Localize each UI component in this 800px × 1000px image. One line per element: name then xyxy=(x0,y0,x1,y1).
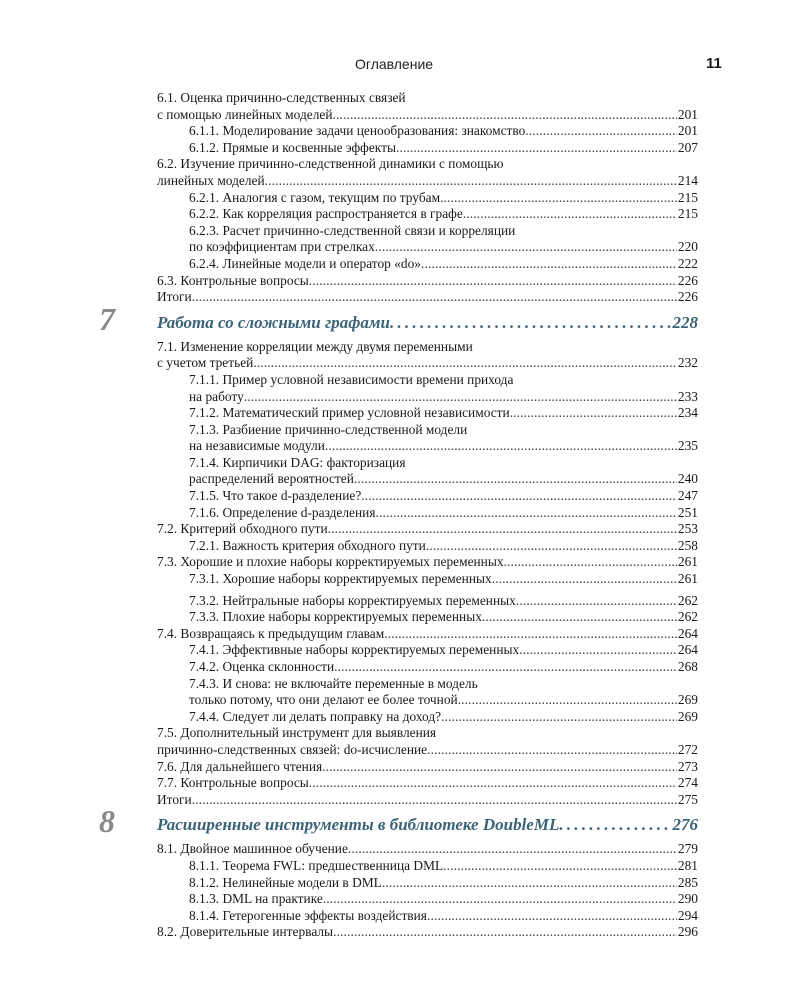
toc-section[interactable] xyxy=(157,273,698,290)
toc-subsection[interactable] xyxy=(157,659,698,676)
dot-leader xyxy=(559,815,671,835)
toc-page-number: 226 xyxy=(677,272,698,288)
toc-entry-title: 7.3.2. Нейтральные наборы корректируемых переменных xyxy=(189,592,516,608)
toc-subsection[interactable] xyxy=(157,223,698,256)
toc-subsection[interactable] xyxy=(157,422,698,455)
dot-leader xyxy=(361,488,677,505)
toc-entry-title: 7.1.3. Разбиение причинно-следственной модели xyxy=(189,421,468,437)
toc-entry-title: с помощью линейных моделей xyxy=(157,106,333,122)
dot-leader xyxy=(354,471,677,488)
chapter-number: 7 xyxy=(99,300,115,337)
toc-entry-title: 6.2.3. Расчет причинно-следственной связи и корреляции xyxy=(189,222,516,238)
toc-page-number: 235 xyxy=(677,438,698,454)
toc-page-number: 261 xyxy=(677,554,698,570)
toc-entry-title: 8.2. Доверительные интервалы xyxy=(157,924,334,940)
dot-leader xyxy=(244,389,677,406)
toc-entry-title: Итоги xyxy=(157,791,192,807)
toc-page-number: 222 xyxy=(677,255,698,271)
chapter-number: 8 xyxy=(99,803,115,840)
toc-chapter-8[interactable] xyxy=(99,803,698,840)
toc-subsection[interactable] xyxy=(157,140,698,157)
toc-subsection[interactable] xyxy=(157,538,698,555)
page-number: 11 xyxy=(706,55,722,72)
toc-page-number: 281 xyxy=(677,857,698,873)
dot-leader xyxy=(427,908,677,925)
toc-page-number: 290 xyxy=(677,891,698,907)
dot-leader xyxy=(192,792,677,809)
toc-entry-title: 7.4.1. Эффективные наборы корректируемых переменных xyxy=(189,642,520,658)
toc-subsection[interactable] xyxy=(157,190,698,207)
toc-page-number: 273 xyxy=(677,758,698,774)
toc-subsection[interactable] xyxy=(157,372,698,405)
dot-leader xyxy=(309,775,677,792)
toc-subsection[interactable] xyxy=(157,571,698,588)
toc-entry-title: 7.7. Контрольные вопросы xyxy=(157,775,309,791)
toc-page-number: 226 xyxy=(677,289,698,305)
toc-subsection[interactable] xyxy=(157,891,698,908)
toc-page-number: 214 xyxy=(677,172,698,188)
toc-page-number: 262 xyxy=(677,592,698,608)
toc-entry-title: 7.1. Изменение корреляции между двумя переменными xyxy=(157,338,473,354)
toc-entry-title: Работа со сложными графами xyxy=(157,312,391,332)
toc-page-number: 207 xyxy=(677,139,698,155)
toc-entry-title: 7.2. Критерий обходного пути xyxy=(157,521,328,537)
toc-entry-title: 7.4. Возвращаясь к предыдущим главам xyxy=(157,625,385,641)
toc-section[interactable] xyxy=(157,289,698,306)
toc-page-number: 201 xyxy=(677,123,698,139)
toc-entry-title: 6.2.2. Как корреляция распространяется в графе xyxy=(189,206,463,222)
dot-leader xyxy=(265,173,677,190)
dot-leader xyxy=(440,190,677,207)
toc-page-number: 251 xyxy=(677,504,698,520)
toc-section[interactable] xyxy=(157,626,698,643)
dot-leader xyxy=(325,438,677,455)
toc-page-number: 201 xyxy=(677,106,698,122)
toc-entry-title: 7.1.5. Что такое d-разделение? xyxy=(189,488,362,504)
dot-leader xyxy=(253,355,677,372)
dot-leader xyxy=(382,875,677,892)
table-of-contents xyxy=(99,90,698,941)
dot-leader xyxy=(441,709,677,726)
toc-page-number: 220 xyxy=(677,239,698,255)
toc-section[interactable] xyxy=(157,90,698,123)
dot-leader xyxy=(375,239,677,256)
toc-entry-title: 6.2.1. Аналогия с газом, текущим по трубам xyxy=(189,189,441,205)
dot-leader xyxy=(492,571,677,588)
toc-page-number: 261 xyxy=(677,571,698,587)
toc-page-number: 276 xyxy=(672,815,698,835)
toc-page-number: 258 xyxy=(677,537,698,553)
toc-entry-title: 7.3.1. Хорошие наборы корректируемых переменных xyxy=(189,571,492,587)
toc-entry-title: на работу xyxy=(189,388,244,404)
toc-page-number: 262 xyxy=(677,609,698,625)
toc-page-number: 228 xyxy=(672,312,698,332)
toc-page-number: 215 xyxy=(677,189,698,205)
dot-leader xyxy=(525,123,677,140)
toc-entry-title: 6.3. Контрольные вопросы xyxy=(157,272,309,288)
toc-page-number: 279 xyxy=(677,841,698,857)
toc-entry-title: 8.1. Двойное машинное обучение xyxy=(157,841,348,857)
dot-leader xyxy=(421,256,677,273)
toc-entry-title: 7.1.1. Пример условной независимости времени прихода xyxy=(189,371,514,387)
toc-section[interactable] xyxy=(157,841,698,858)
toc-section[interactable] xyxy=(157,554,698,571)
toc-page-number: 274 xyxy=(677,775,698,791)
dot-leader xyxy=(334,659,677,676)
toc-entry-title: 7.4.4. Следует ли делать поправку на доход? xyxy=(189,708,442,724)
dot-leader xyxy=(482,609,677,626)
toc-entry-title: 7.3.3. Плохие наборы корректируемых переменных xyxy=(189,609,482,625)
toc-entry-title: 6.2. Изучение причинно-следственной динамики с помощью xyxy=(157,156,504,172)
toc-entry-title: 6.1.1. Моделирование задачи ценообразования: знакомство xyxy=(189,123,526,139)
toc-chapter-7[interactable] xyxy=(99,300,698,337)
toc-entry-title: 7.2.1. Важность критерия обходного пути xyxy=(189,537,426,553)
toc-entry-title: 8.1.1. Теорема FWL: предшественница DML xyxy=(189,857,444,873)
toc-entry-title: 8.1.2. Нелинейные модели в DML xyxy=(189,874,382,890)
dot-leader xyxy=(322,759,677,776)
toc-page-number: 294 xyxy=(677,907,698,923)
dot-leader xyxy=(309,273,677,290)
toc-subsection[interactable] xyxy=(157,123,698,140)
toc-page-number: 234 xyxy=(677,405,698,421)
toc-page-number: 232 xyxy=(677,355,698,371)
toc-page-number: 268 xyxy=(677,659,698,674)
toc-section[interactable] xyxy=(157,339,698,372)
toc-entry-title: 7.1.6. Определение d-разделения xyxy=(189,504,376,520)
dot-leader xyxy=(426,538,677,555)
page-header xyxy=(0,56,800,76)
toc-entry-title: 7.5. Дополнительный инструмент для выявления xyxy=(157,725,437,741)
toc-entry-title: линейных моделей xyxy=(157,172,265,188)
toc-subsection[interactable] xyxy=(157,206,698,223)
toc-subsection[interactable] xyxy=(157,405,698,422)
toc-entry-title: по коэффициентам при стрелках xyxy=(189,239,375,255)
toc-subsection[interactable] xyxy=(157,609,698,626)
toc-entry-title: Итоги xyxy=(157,289,192,305)
toc-page-number: 272 xyxy=(677,741,698,757)
toc-subsection[interactable] xyxy=(157,709,698,726)
running-title: Оглавление xyxy=(355,56,434,72)
toc-entry-title: 6.2.4. Линейные модели и оператор «do» xyxy=(189,255,421,271)
toc-entry-title: с учетом третьей xyxy=(157,355,254,371)
toc-page-number: 247 xyxy=(677,488,698,504)
toc-page-number: 296 xyxy=(677,924,698,940)
toc-subsection[interactable] xyxy=(157,505,698,522)
toc-subsection[interactable] xyxy=(157,676,698,709)
toc-entry-title: 7.1.4. Кирпичики DAG: факторизация xyxy=(189,454,406,470)
toc-subsection[interactable] xyxy=(157,875,698,892)
toc-subsection[interactable] xyxy=(157,256,698,273)
toc-section[interactable] xyxy=(157,775,698,792)
toc-page-number: 269 xyxy=(677,708,698,724)
dot-leader xyxy=(427,742,677,759)
dot-leader xyxy=(510,405,677,422)
toc-entry-title: 7.4.3. И снова: не включайте переменные в модель xyxy=(189,675,478,691)
toc-entry-title: 7.6. Для дальнейшего чтения xyxy=(157,758,323,774)
toc-page-number: 275 xyxy=(677,791,698,807)
toc-subsection[interactable] xyxy=(157,858,698,875)
toc-entry-title: распределений вероятностей xyxy=(189,471,354,487)
toc-page-number: 215 xyxy=(677,206,698,222)
toc-section[interactable] xyxy=(157,924,698,941)
toc-entry-title: на независимые модули xyxy=(189,438,325,454)
toc-section[interactable] xyxy=(157,725,698,758)
toc-page-number: 269 xyxy=(677,692,698,708)
dot-leader xyxy=(396,140,677,157)
toc-entry-title: 7.4.2. Оценка склонности xyxy=(189,659,335,674)
toc-subsection[interactable] xyxy=(157,642,698,659)
toc-section[interactable] xyxy=(157,792,698,809)
toc-section[interactable] xyxy=(157,156,698,189)
dot-leader xyxy=(333,107,677,124)
dot-leader xyxy=(192,289,677,306)
dot-leader xyxy=(516,593,677,610)
dot-leader xyxy=(504,554,677,571)
toc-subsection[interactable] xyxy=(157,455,698,488)
toc-page-number: 285 xyxy=(677,874,698,890)
toc-entry-title: 8.1.4. Гетерогенные эффекты воздействия xyxy=(189,907,427,923)
toc-subsection[interactable] xyxy=(157,593,698,610)
toc-entry-title: 7.1.2. Математический пример условной независимости xyxy=(189,405,510,421)
dot-leader xyxy=(323,891,677,908)
toc-page-number: 240 xyxy=(677,471,698,487)
toc-subsection[interactable] xyxy=(157,908,698,925)
toc-entry-title: 6.1. Оценка причинно-следственных связей xyxy=(157,90,406,105)
toc-entry-title: 8.1.3. DML на практике xyxy=(189,891,323,907)
toc-entry-title: только потому, что они делают ее более точной xyxy=(189,692,458,708)
dot-leader xyxy=(443,858,677,875)
toc-page-number: 264 xyxy=(677,625,698,641)
dot-leader xyxy=(463,206,677,223)
dot-leader xyxy=(376,505,677,522)
toc-entry-title: 7.3. Хорошие и плохие наборы корректируемых переменных xyxy=(157,554,504,570)
dot-leader xyxy=(519,642,677,659)
toc-section[interactable] xyxy=(157,521,698,538)
toc-page-number: 264 xyxy=(677,642,698,658)
toc-entry-title: причинно-следственных связей: do-исчисление xyxy=(157,741,428,757)
dot-leader xyxy=(390,313,671,333)
toc-page-number: 233 xyxy=(677,388,698,404)
toc-subsection[interactable] xyxy=(157,488,698,505)
toc-section[interactable] xyxy=(157,759,698,776)
dot-leader xyxy=(348,841,677,858)
dot-leader xyxy=(384,626,677,643)
toc-page-number: 253 xyxy=(677,521,698,537)
dot-leader xyxy=(333,924,677,941)
toc-entry-title: Расширенные инструменты в библиотеке DoubleML xyxy=(157,815,560,835)
dot-leader xyxy=(458,692,677,709)
toc-entry-title: 6.1.2. Прямые и косвенные эффекты xyxy=(189,139,396,155)
dot-leader xyxy=(328,521,677,538)
